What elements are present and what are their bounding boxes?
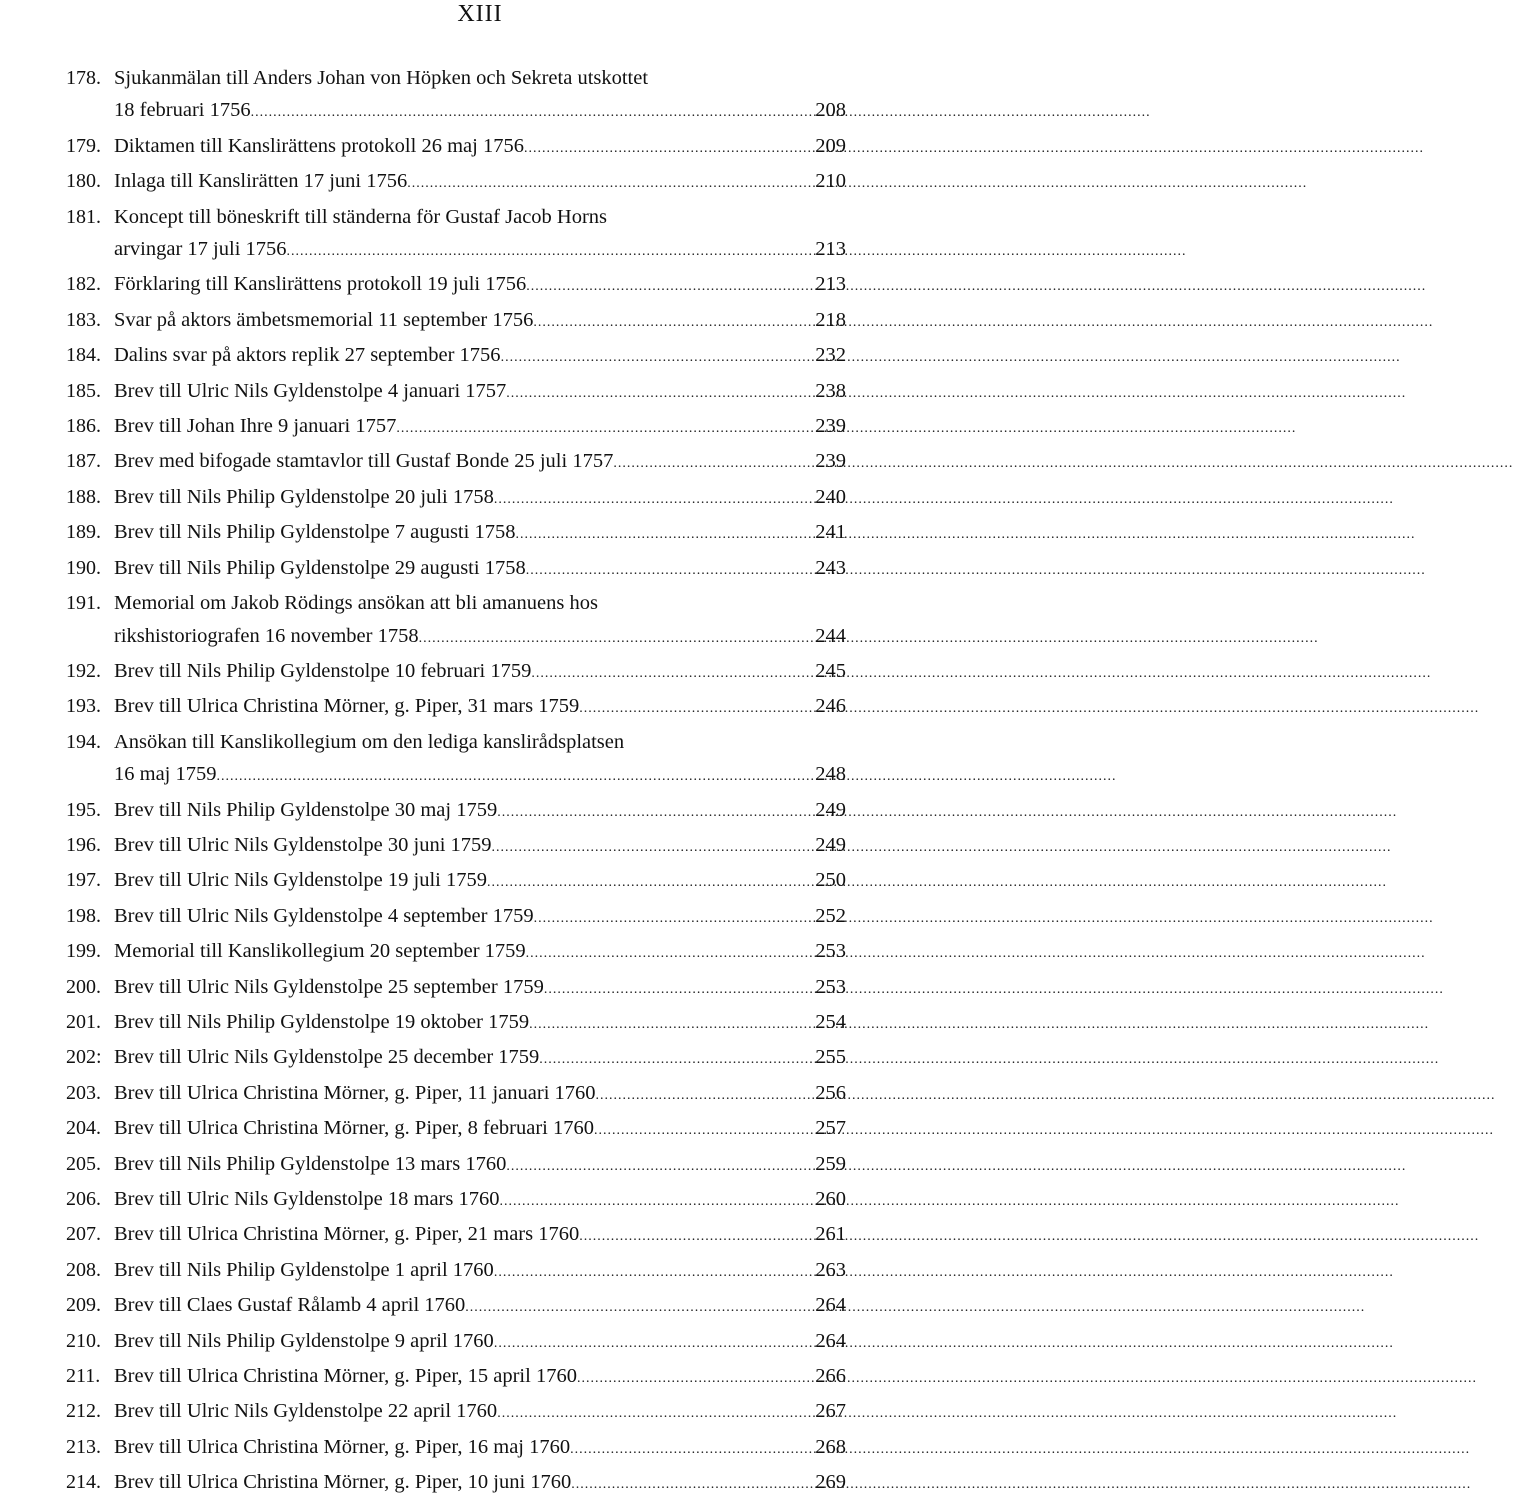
entry-title: Förklaring till Kanslirättens protokoll 19 juli 1756 xyxy=(114,273,527,296)
entry-title: Brev till Nils Philip Gyldenstolpe 10 februari 1759 xyxy=(114,659,532,682)
entry-number: 179. xyxy=(66,134,101,157)
entry-title: Brev till Ulrica Christina Mörner, g. Piper, 11 januari 1760 xyxy=(114,1081,596,1104)
entry-line xyxy=(114,794,846,829)
entry-body xyxy=(114,1466,846,1501)
entry-number: 192. xyxy=(66,659,101,682)
toc-entry xyxy=(66,1254,846,1289)
entry-number: 183. xyxy=(66,308,101,331)
toc-entry xyxy=(66,690,846,725)
entry-line xyxy=(114,620,846,655)
entry-page: 239 xyxy=(815,450,846,473)
entry-body xyxy=(114,690,846,725)
entry-body xyxy=(114,481,846,516)
entry-number: 201. xyxy=(66,1010,101,1033)
entry-body xyxy=(114,62,846,130)
entry-line xyxy=(114,481,846,516)
entry-line xyxy=(114,1148,846,1183)
entry-line xyxy=(114,268,846,303)
entry-page: 264 xyxy=(815,1329,846,1352)
dot-leader xyxy=(526,268,813,303)
entry-page: 218 xyxy=(815,308,846,331)
toc-entry xyxy=(66,1466,846,1501)
entry-number: 185. xyxy=(66,379,101,402)
entry-page: 232 xyxy=(815,344,846,367)
entry-page: 257 xyxy=(815,1117,846,1140)
dot-leader xyxy=(596,1077,814,1112)
dot-leader xyxy=(499,1183,813,1218)
entry-title: 18 februari 1756 xyxy=(114,99,251,122)
entry-body xyxy=(114,864,846,899)
entry-line xyxy=(114,94,846,129)
toc-entry xyxy=(66,794,846,829)
entry-line xyxy=(114,1041,846,1076)
entry-number: 197. xyxy=(66,869,101,892)
entry-body xyxy=(114,1112,846,1147)
entry-line xyxy=(114,410,846,445)
entry-title: Brev till Ulric Nils Gyldenstolpe 25 december 1759 xyxy=(114,1046,540,1069)
entry-line xyxy=(114,758,846,793)
entry-number: 206. xyxy=(66,1188,101,1210)
entry-title: 16 maj 1759 xyxy=(114,763,217,786)
toc-entry xyxy=(66,655,846,690)
entry-line xyxy=(114,233,846,268)
entry-page: 244 xyxy=(815,624,846,647)
entry-page: 254 xyxy=(815,1010,846,1033)
entry-body xyxy=(114,1431,846,1466)
entry-body xyxy=(114,130,846,165)
entry-title: Brev till Ulrica Christina Mörner, g. Piper, 31 mars 1759 xyxy=(114,695,580,718)
toc-entry xyxy=(66,1431,846,1466)
entry-body xyxy=(114,1183,846,1218)
entry-body xyxy=(114,339,846,374)
entry-line xyxy=(114,690,846,725)
entry-page: 253 xyxy=(815,975,846,998)
dot-leader xyxy=(577,1360,813,1395)
entry-number: 198. xyxy=(66,904,101,927)
dot-leader xyxy=(534,900,814,935)
dot-leader xyxy=(529,1006,813,1041)
entry-title: Brev till Nils Philip Gyldenstolpe 9 april 1760 xyxy=(114,1329,494,1352)
entry-body xyxy=(114,1360,846,1395)
entry-page: 269 xyxy=(815,1471,846,1494)
entry-title: Sjukanmälan till Anders Johan von Höpken och Sekreta utskottet xyxy=(114,67,649,89)
entry-title: Brev till Nils Philip Gyldenstolpe 29 augusti 1758 xyxy=(114,556,526,579)
entry-title: Brev till Nils Philip Gyldenstolpe 30 maj 1759 xyxy=(114,798,498,821)
entry-page: 267 xyxy=(815,1400,846,1423)
dot-leader xyxy=(396,410,813,445)
dot-leader xyxy=(613,445,813,480)
entry-title: Brev till Ulric Nils Gyldenstolpe 22 april 1760 xyxy=(114,1400,498,1423)
toc-entry xyxy=(66,864,846,899)
dot-leader xyxy=(497,794,813,829)
entry-line xyxy=(114,1077,846,1112)
dot-leader xyxy=(571,1466,813,1501)
entry-number: 213. xyxy=(66,1435,101,1458)
entry-number: 204. xyxy=(66,1117,101,1140)
toc-entry xyxy=(66,1077,846,1112)
entry-page: 246 xyxy=(815,695,846,718)
toc-entry xyxy=(66,130,846,165)
toc-entry xyxy=(66,481,846,516)
dot-leader xyxy=(407,165,813,200)
entry-line xyxy=(114,339,846,374)
entry-title: Memorial om Jakob Rödings ansökan att bli amanuens hos xyxy=(114,592,598,615)
entry-number: 205. xyxy=(66,1152,101,1175)
entry-number: 208. xyxy=(66,1258,101,1281)
entry-title: Brev till Nils Philip Gyldenstolpe 13 mars 1760 xyxy=(114,1152,507,1175)
entry-title: Inlaga till Kanslirätten 17 juni 1756 xyxy=(114,170,408,193)
entry-line xyxy=(114,1360,846,1395)
entry-number: 194. xyxy=(66,730,101,753)
dot-leader xyxy=(524,130,813,165)
entry-title: Dalins svar på aktors replik 27 september 1756 xyxy=(114,344,501,367)
dot-leader xyxy=(492,829,814,864)
toc-entry xyxy=(66,445,846,480)
dot-leader xyxy=(419,620,814,655)
entry-body xyxy=(114,1148,846,1183)
entry-body xyxy=(114,1254,846,1289)
entry-body xyxy=(114,1041,846,1076)
entry-line xyxy=(114,1254,846,1289)
toc-entry xyxy=(66,201,846,269)
entry-page: 261 xyxy=(815,1223,846,1246)
dot-leader xyxy=(579,1218,813,1253)
entry-title: Brev till Ulrica Christina Mörner, g. Piper, 10 juni 1760 xyxy=(114,1471,572,1494)
entry-page: 253 xyxy=(815,940,846,963)
toc-entry xyxy=(66,971,846,1006)
entry-line xyxy=(114,864,846,899)
toc-entry xyxy=(66,1183,846,1218)
entry-number: 207. xyxy=(66,1223,101,1246)
toc-entry xyxy=(66,304,846,339)
entry-line xyxy=(114,587,846,619)
entry-body xyxy=(114,794,846,829)
dot-leader xyxy=(494,1254,813,1289)
entry-page: 239 xyxy=(815,415,846,438)
dot-leader xyxy=(251,94,814,129)
entry-page: 241 xyxy=(815,521,846,544)
toc-entry xyxy=(66,726,846,794)
entry-title: Koncept till böneskrift till ständerna för Gustaf Jacob Horns xyxy=(114,205,608,228)
entry-number: 200. xyxy=(66,975,101,998)
entry-title: Brev till Nils Philip Gyldenstolpe 19 oktober 1759 xyxy=(114,1010,530,1033)
toc-entry xyxy=(66,1006,846,1041)
entry-title: Brev till Ulric Nils Gyldenstolpe 4 september 1759 xyxy=(114,904,534,927)
entry-line xyxy=(114,935,846,970)
entry-body xyxy=(114,935,846,970)
toc-entry xyxy=(66,1325,846,1360)
entry-number: 196. xyxy=(66,833,101,856)
dot-leader xyxy=(526,935,814,970)
entry-page: 266 xyxy=(815,1365,846,1388)
entry-page: 260 xyxy=(815,1188,846,1210)
entry-body xyxy=(114,201,846,269)
toc-entry xyxy=(66,410,846,445)
dot-leader xyxy=(494,481,813,516)
toc-entry xyxy=(66,935,846,970)
toc-entry xyxy=(66,62,846,130)
toc-entry xyxy=(66,1112,846,1147)
entry-title: Brev till Nils Philip Gyldenstolpe 7 augusti 1758 xyxy=(114,521,516,544)
entry-body xyxy=(114,655,846,690)
entry-number: 191. xyxy=(66,592,101,615)
entry-page: 249 xyxy=(815,798,846,821)
toc-entry xyxy=(66,1360,846,1395)
entry-body xyxy=(114,1218,846,1253)
entry-page: 259 xyxy=(815,1152,846,1175)
toc-entry xyxy=(66,1041,846,1076)
entry-page: 240 xyxy=(815,485,846,508)
entry-page: 250 xyxy=(815,869,846,892)
dot-leader xyxy=(594,1112,813,1147)
entry-title: rikshistoriografen 16 november 1758 xyxy=(114,624,419,647)
entry-body xyxy=(114,1325,846,1360)
entry-line xyxy=(114,1218,846,1253)
entry-body xyxy=(114,971,846,1006)
entry-number: 195. xyxy=(66,798,101,821)
entry-line xyxy=(114,552,846,587)
dot-leader xyxy=(544,971,813,1006)
table-of-contents xyxy=(66,62,846,1502)
entry-line xyxy=(114,445,846,480)
toc-entry xyxy=(66,375,846,410)
entry-page: 263 xyxy=(815,1258,846,1281)
entry-line xyxy=(114,1006,846,1041)
entry-title: Brev till Claes Gustaf Rålamb 4 april 1760 xyxy=(114,1294,466,1317)
entry-title: Brev med bifogade stamtavlor till Gustaf Bonde 25 juli 1757 xyxy=(114,450,614,473)
dot-leader xyxy=(494,1325,813,1360)
entry-page: 256 xyxy=(815,1081,846,1104)
entry-page: 268 xyxy=(815,1435,846,1458)
entry-page: 209 xyxy=(815,134,846,157)
entry-body xyxy=(114,1077,846,1112)
toc-entry xyxy=(66,829,846,864)
entry-line xyxy=(114,130,846,165)
entry-number: 190. xyxy=(66,556,101,579)
entry-body xyxy=(114,410,846,445)
toc-entry xyxy=(66,1148,846,1183)
entry-number: 203. xyxy=(66,1081,101,1104)
dot-leader xyxy=(506,1148,813,1183)
entry-line xyxy=(114,726,846,758)
entry-page: 248 xyxy=(815,763,846,786)
dot-leader xyxy=(465,1289,813,1324)
entry-number: 188. xyxy=(66,485,101,508)
entry-number: 193. xyxy=(66,695,101,718)
entry-title: Brev till Ulric Nils Gyldenstolpe 30 juni 1759 xyxy=(114,833,492,856)
dot-leader xyxy=(570,1431,813,1466)
entry-title: Svar på aktors ämbetsmemorial 11 september 1756 xyxy=(114,308,534,331)
dot-leader xyxy=(497,1395,813,1430)
entry-page: 213 xyxy=(815,273,846,296)
entry-title: Ansökan till Kanslikollegium om den lediga kanslirådsplatsen xyxy=(114,730,625,753)
entry-line xyxy=(114,900,846,935)
entry-line xyxy=(114,375,846,410)
entry-page: 264 xyxy=(815,1294,846,1317)
entry-title: Brev till Ulrica Christina Mörner, g. Piper, 21 mars 1760 xyxy=(114,1223,580,1246)
entry-title: Diktamen till Kanslirättens protokoll 26 maj 1756 xyxy=(114,134,524,157)
entry-line xyxy=(114,1431,846,1466)
entry-title: Brev till Ulrica Christina Mörner, g. Piper, 8 februari 1760 xyxy=(114,1117,594,1140)
entry-number: 202: xyxy=(66,1046,102,1069)
entry-line xyxy=(114,304,846,339)
entry-body xyxy=(114,1395,846,1430)
dot-leader xyxy=(579,690,813,725)
entry-page: 208 xyxy=(815,99,846,122)
toc-entry xyxy=(66,1395,846,1430)
entry-number: 182. xyxy=(66,273,101,296)
entry-line xyxy=(114,165,846,200)
dot-leader xyxy=(515,516,813,551)
entry-page: 255 xyxy=(815,1046,846,1069)
toc-entry xyxy=(66,552,846,587)
toc-entry xyxy=(66,1218,846,1253)
entry-number: 180. xyxy=(66,170,101,193)
entry-page: 238 xyxy=(815,379,846,402)
entry-title: Brev till Ulric Nils Gyldenstolpe 19 juli 1759 xyxy=(114,869,487,892)
dot-leader xyxy=(506,375,813,410)
entry-number: 187. xyxy=(66,450,101,473)
toc-entry xyxy=(66,900,846,935)
entry-title: Brev till Nils Philip Gyldenstolpe 1 april 1760 xyxy=(114,1258,494,1281)
dot-leader xyxy=(487,864,813,899)
entry-title: Brev till Ulric Nils Gyldenstolpe 25 september 1759 xyxy=(114,975,544,998)
entry-line xyxy=(114,655,846,690)
entry-number: 211. xyxy=(66,1365,101,1388)
entry-number: 209. xyxy=(66,1294,101,1317)
entry-title: Memorial till Kanslikollegium 20 september 1759 xyxy=(114,940,526,963)
entry-title: Brev till Ulrica Christina Mörner, g. Piper, 16 maj 1760 xyxy=(114,1435,571,1458)
entry-number: 178. xyxy=(66,67,101,89)
dot-leader xyxy=(539,1041,813,1076)
toc-entry xyxy=(66,268,846,303)
entry-body xyxy=(114,516,846,551)
entry-number: 189. xyxy=(66,521,101,544)
entry-title: Brev till Ulric Nils Gyldenstolpe 4 januari 1757 xyxy=(114,379,507,402)
entry-page: 243 xyxy=(815,556,846,579)
entry-body xyxy=(114,900,846,935)
entry-line xyxy=(114,1466,846,1501)
entry-number: 199. xyxy=(66,940,101,963)
dot-leader xyxy=(533,304,813,339)
entry-line xyxy=(114,971,846,1006)
entry-line xyxy=(114,516,846,551)
entry-number: 212. xyxy=(66,1400,101,1423)
dot-leader xyxy=(501,339,814,374)
page-number: XIII xyxy=(457,1,503,27)
dot-leader xyxy=(531,655,813,690)
toc-entry xyxy=(66,587,846,655)
entry-page: 245 xyxy=(815,659,846,682)
dot-leader xyxy=(287,233,814,268)
entry-number: 210. xyxy=(66,1329,101,1352)
entry-body xyxy=(114,445,846,480)
toc-entry xyxy=(66,1289,846,1324)
entry-page: 213 xyxy=(815,238,846,261)
entry-line xyxy=(114,1325,846,1360)
entry-line xyxy=(114,1183,846,1218)
entry-title: arvingar 17 juli 1756 xyxy=(114,238,287,261)
entry-body xyxy=(114,1289,846,1324)
entry-number: 214. xyxy=(66,1471,101,1494)
entry-title: Brev till Ulric Nils Gyldenstolpe 18 mars 1760 xyxy=(114,1188,500,1210)
entry-body xyxy=(114,375,846,410)
entry-line xyxy=(114,1112,846,1147)
entry-number: 181. xyxy=(66,205,101,228)
entry-line xyxy=(114,62,846,94)
entry-body xyxy=(114,587,846,655)
entry-body xyxy=(114,552,846,587)
entry-body xyxy=(114,726,846,794)
entry-body xyxy=(114,1006,846,1041)
entry-line xyxy=(114,1395,846,1430)
entry-line xyxy=(114,1289,846,1324)
entry-number: 186. xyxy=(66,415,101,438)
toc-entry xyxy=(66,339,846,374)
dot-leader xyxy=(526,552,814,587)
entry-body xyxy=(114,268,846,303)
entry-page: 249 xyxy=(815,833,846,856)
entry-title: Brev till Johan Ihre 9 januari 1757 xyxy=(114,415,397,438)
entry-body xyxy=(114,829,846,864)
entry-number: 184. xyxy=(66,344,101,367)
entry-body xyxy=(114,165,846,200)
toc-entry xyxy=(66,516,846,551)
entry-page: 252 xyxy=(815,904,846,927)
entry-line xyxy=(114,201,846,233)
entry-title: Brev till Nils Philip Gyldenstolpe 20 juli 1758 xyxy=(114,485,494,508)
entry-line xyxy=(114,829,846,864)
dot-leader xyxy=(217,758,814,793)
entry-page: 210 xyxy=(815,170,846,193)
entry-body xyxy=(114,304,846,339)
toc-entry xyxy=(66,165,846,200)
entry-title: Brev till Ulrica Christina Mörner, g. Piper, 15 april 1760 xyxy=(114,1365,577,1388)
